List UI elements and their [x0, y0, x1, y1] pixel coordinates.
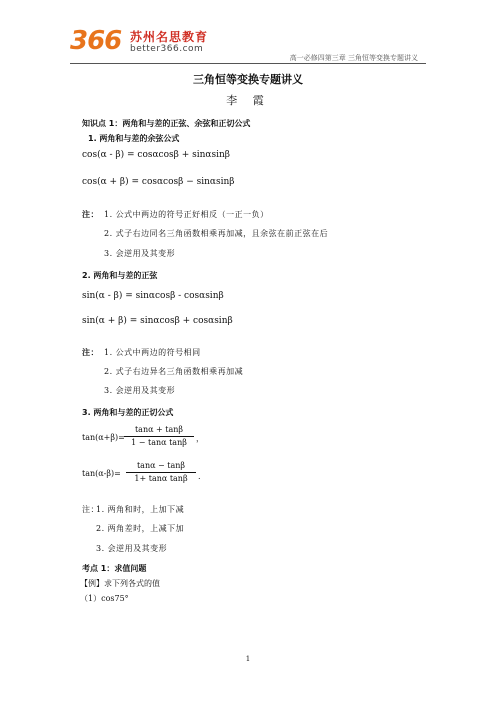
- tan-sum-denominator: 1 − tanα tanβ: [131, 438, 187, 447]
- page-title: 三角恒等变换专题讲义: [193, 73, 303, 86]
- tan-sum-fraction: [124, 425, 194, 451]
- tan-sum-numerator: tanα + tanβ: [134, 425, 184, 434]
- tan-diff-denominator: 1+ tanα tanβ: [134, 474, 188, 483]
- cos-sum-formula: cos(α + β) = cosαcosβ − sinαsinβ: [82, 177, 235, 187]
- page-number: 1: [245, 655, 251, 663]
- section1-note-3: 3. 会逆用及其变形: [104, 249, 176, 258]
- logo-url: better366.com: [130, 44, 204, 54]
- section1-note-1: 1. 公式中两边的符号正好相反（一正一负）: [104, 210, 269, 219]
- section3-note-1: 1. 两角和时，上加下减: [96, 505, 185, 514]
- knowledge-point-heading: 知识点 1：两角和与差的正弦、余弦和正切公式: [82, 119, 251, 128]
- logo-number: 366: [70, 26, 122, 56]
- logo-name: 苏州名思教育: [130, 30, 209, 44]
- section2-note-3: 3. 会逆用及其变形: [104, 386, 176, 395]
- section3-heading: 3. 两角和与差的正切公式: [82, 408, 174, 417]
- tan-diff-numerator: tanα − tanβ: [136, 461, 186, 470]
- sin-diff-formula: sin(α - β) = sinαcosβ - cosαsinβ: [82, 291, 224, 301]
- section1-note-label: 注：: [82, 210, 99, 219]
- example-prompt: 【例】求下列各式的值: [80, 579, 160, 588]
- section2-note-label: 注：: [82, 348, 99, 357]
- brand-logo: [70, 26, 220, 60]
- example-item-1: （1）cos75°: [80, 594, 129, 603]
- tan-diff-end: .: [198, 472, 201, 481]
- section3-note-3: 3. 会逆用及其变形: [96, 544, 168, 553]
- cos-diff-formula: cos(α - β) = cosαcosβ + sinαsinβ: [82, 150, 230, 160]
- author-name: 李 霞: [226, 94, 270, 107]
- tan-sum-end: ，: [196, 434, 204, 443]
- tan-diff-fraction: [126, 461, 196, 487]
- sin-sum-formula: sin(α + β) = sinαcosβ + cosαsinβ: [82, 316, 233, 326]
- fraction-bar: [124, 436, 194, 437]
- section2-note-2: 2. 式子右边异名三角函数相乘再加减: [104, 367, 244, 376]
- section1-note-2: 2. 式子右边同名三角函数相乘再加减，且余弦在前正弦在后: [104, 229, 329, 238]
- header-chapter-text: 高一必修四第三章 三角恒等变换专题讲义: [289, 54, 418, 62]
- section3-note-label: 注：: [82, 505, 99, 514]
- fraction-bar: [126, 472, 196, 473]
- exam-point-heading: 考点 1：求值问题: [82, 564, 147, 573]
- tan-sum-lhs: tan(α+β)=: [82, 433, 125, 442]
- section1-heading: 1. 两角和与差的余弦公式: [88, 134, 180, 143]
- header-divider: [70, 63, 426, 64]
- tan-diff-lhs: tan(α-β)=: [82, 469, 121, 478]
- section3-note-2: 2. 两角差时，上减下加: [96, 524, 185, 533]
- section2-heading: 2. 两角和与差的正弦: [82, 271, 158, 280]
- section2-note-1: 1. 公式中两边的符号相同: [104, 348, 201, 357]
